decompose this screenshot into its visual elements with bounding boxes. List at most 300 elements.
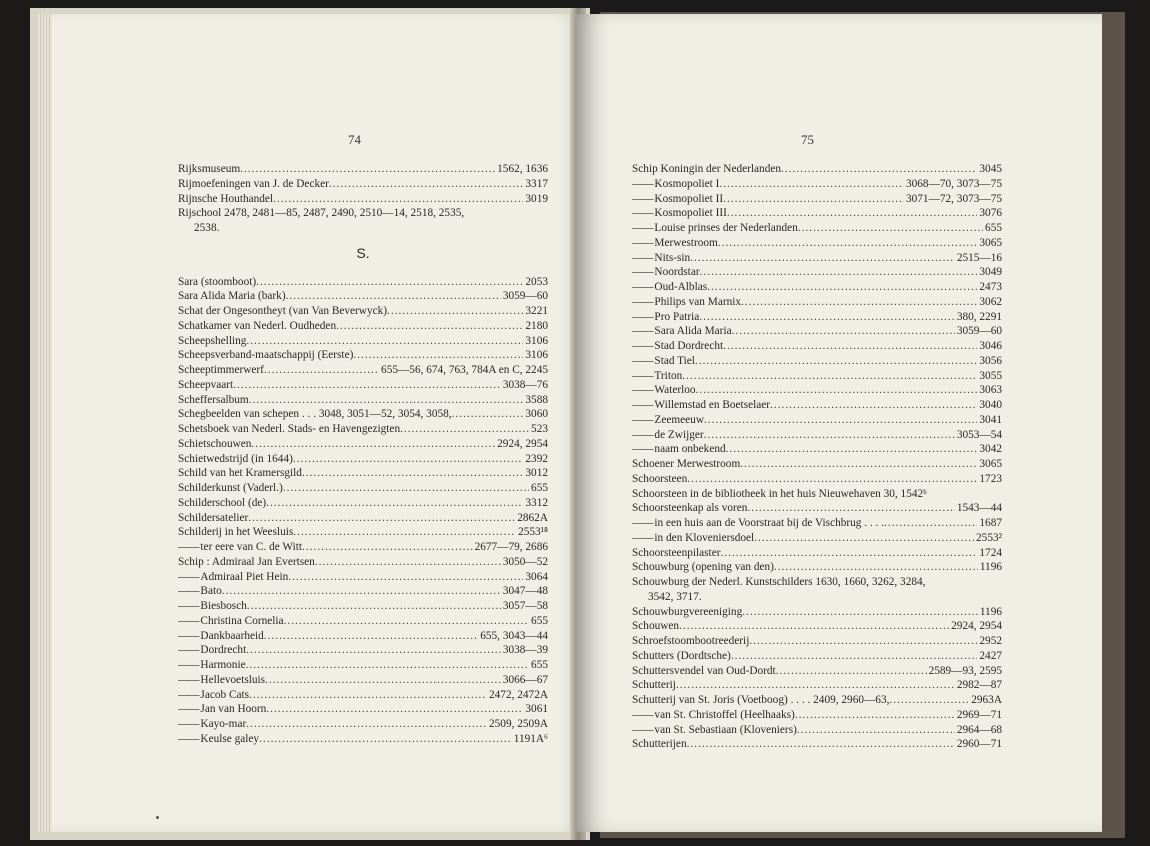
entry-reference: 380, 2291 bbox=[956, 310, 1002, 323]
index-entry bbox=[632, 634, 1002, 649]
entry-label: Schildersatelier bbox=[178, 511, 249, 524]
entry-reference: 3045 bbox=[979, 163, 1002, 175]
entry-label: Schip : Admiraal Jan Evertsen bbox=[178, 555, 315, 568]
entry-reference: 2862A bbox=[517, 511, 548, 524]
index-entry bbox=[178, 599, 548, 614]
index-entry bbox=[632, 339, 1002, 354]
entry-reference: 2509, 2509A bbox=[489, 718, 548, 730]
index-entry bbox=[178, 334, 548, 349]
entry-label: Schutterij bbox=[632, 679, 676, 692]
leader-dots bbox=[233, 378, 501, 393]
index-entry bbox=[178, 304, 548, 319]
entry-reference: 655, 3043—44 bbox=[480, 629, 548, 642]
entry-label: Schuttersvendel van Oud-Dordt bbox=[632, 664, 776, 677]
leader-dots bbox=[774, 560, 978, 575]
entry-reference: 3317 bbox=[525, 177, 548, 190]
entry-label: Schilderkunst (Vaderl.) bbox=[178, 482, 283, 494]
index-entry bbox=[178, 658, 548, 673]
index-entry bbox=[632, 516, 1002, 531]
entry-reference: 3040 bbox=[979, 399, 1002, 411]
entry-label: —— Stad Dordrecht bbox=[632, 339, 723, 354]
entry-reference: 3061 bbox=[525, 703, 548, 716]
index-entry bbox=[178, 511, 548, 526]
leader-dots bbox=[329, 177, 524, 192]
open-book bbox=[30, 8, 1130, 840]
entry-label: Schutterijen bbox=[632, 738, 687, 751]
entry-reference: 655 bbox=[531, 614, 548, 627]
leader-dots bbox=[754, 531, 974, 546]
entry-reference: 2515—16 bbox=[956, 251, 1002, 264]
index-entry bbox=[178, 732, 548, 747]
entry-continuation: 2538. bbox=[194, 222, 220, 234]
index-entry bbox=[178, 614, 548, 629]
speck bbox=[156, 816, 159, 819]
index-entry bbox=[632, 664, 1002, 679]
index-entry bbox=[632, 177, 1002, 192]
entry-label: —— Stad Tiel bbox=[632, 354, 695, 369]
leader-dots bbox=[302, 540, 473, 555]
leader-dots bbox=[273, 192, 523, 207]
entry-label: —— Keulse galey bbox=[178, 732, 259, 747]
page-number: 75 bbox=[801, 132, 814, 147]
leader-dots bbox=[222, 584, 501, 599]
leader-dots bbox=[251, 437, 495, 452]
entry-label: —— Dankbaarheid bbox=[178, 629, 264, 644]
leader-dots bbox=[246, 334, 523, 349]
entry-reference: 523 bbox=[531, 423, 548, 435]
leader-dots bbox=[776, 664, 927, 679]
entry-continuation: 3542, 3717. bbox=[648, 590, 702, 603]
index-entry bbox=[178, 496, 548, 511]
leader-dots bbox=[246, 717, 487, 732]
entry-label: —— Nits-sin bbox=[632, 251, 690, 266]
entry-label: —— naam onbekend bbox=[632, 442, 726, 457]
entry-label: —— Pro Patria bbox=[632, 310, 699, 325]
entry-reference: 3057—58 bbox=[502, 600, 548, 612]
entry-reference: 2963A bbox=[971, 694, 1002, 706]
leader-dots bbox=[452, 407, 524, 422]
entry-reference: 1196 bbox=[979, 605, 1002, 618]
entry-label: Schilderschool (de) bbox=[178, 496, 267, 509]
entry-reference: 3071—72, 3073—75 bbox=[905, 192, 1002, 205]
leader-dots bbox=[699, 310, 955, 325]
index-entry bbox=[178, 378, 548, 393]
entry-reference: 3053—54 bbox=[956, 428, 1002, 441]
entry-reference: 3038—76 bbox=[502, 378, 548, 391]
leader-dots bbox=[400, 422, 529, 437]
index-entry bbox=[178, 452, 548, 467]
leader-dots bbox=[286, 289, 501, 304]
entry-label: —— Willemstad en Boetselaer bbox=[632, 398, 770, 413]
entry-reference: 1191A⁶ bbox=[513, 732, 548, 745]
leader-dots bbox=[353, 348, 523, 363]
entry-reference: 2924, 2954 bbox=[497, 437, 548, 450]
leader-dots bbox=[723, 339, 977, 354]
entry-reference: 3068—70, 3073—75 bbox=[905, 177, 1002, 190]
entry-label: —— Hellevoetsluis bbox=[178, 673, 265, 688]
index-entry bbox=[632, 398, 1002, 413]
entry-reference: 3049 bbox=[979, 266, 1002, 279]
entry-reference: 2982—87 bbox=[956, 679, 1002, 692]
index-entry bbox=[178, 717, 548, 732]
index-entry bbox=[632, 693, 1002, 708]
index-entry bbox=[178, 481, 548, 496]
index-entry bbox=[632, 221, 1002, 236]
entry-reference: 3056 bbox=[979, 354, 1002, 367]
leader-dots bbox=[264, 363, 379, 378]
index-entry bbox=[178, 393, 548, 408]
entry-reference: 3050—52 bbox=[502, 555, 548, 568]
entry-label: Schip Koningin der Nederlanden bbox=[632, 163, 782, 175]
leader-dots bbox=[719, 177, 904, 192]
entry-reference: 3106 bbox=[525, 334, 548, 347]
entry-reference: 655—56, 674, 763, 784A en C, 2245 bbox=[381, 364, 548, 376]
entry-reference: 2553² bbox=[976, 531, 1002, 544]
index-entry bbox=[632, 428, 1002, 443]
entry-label: Rijnsche Houthandel bbox=[178, 192, 274, 205]
index-entry bbox=[632, 369, 1002, 384]
entry-reference: 3055 bbox=[979, 369, 1002, 382]
leader-dots bbox=[742, 605, 978, 620]
entry-reference: 3076 bbox=[979, 207, 1002, 220]
index-entry bbox=[178, 570, 548, 585]
entry-reference: 655 bbox=[531, 659, 548, 671]
entry-label: Schouwen bbox=[632, 620, 680, 633]
entry-label: —— Kosmopoliet II bbox=[632, 192, 723, 207]
leader-dots bbox=[720, 546, 977, 561]
leader-dots bbox=[795, 708, 955, 723]
entry-reference: 3038—39 bbox=[502, 644, 548, 657]
leader-dots bbox=[884, 516, 977, 531]
leader-dots bbox=[259, 732, 512, 747]
entry-reference: 3012 bbox=[525, 467, 548, 480]
entry-reference: 3588 bbox=[525, 393, 548, 406]
leader-dots bbox=[707, 280, 977, 295]
entry-label: Schat der Ongesontheyt (van Van Beverwyck) bbox=[178, 305, 388, 317]
entry-reference: 3064 bbox=[525, 570, 548, 583]
entry-label: Rijksmuseum bbox=[178, 163, 241, 175]
entry-reference: 3059—60 bbox=[502, 290, 548, 303]
index-list-right bbox=[632, 162, 1002, 752]
entry-label: —— Philips van Marnix bbox=[632, 295, 741, 310]
index-entry bbox=[178, 702, 548, 717]
entry-reference: 2473 bbox=[979, 281, 1002, 293]
entry-reference: 3059—60 bbox=[956, 325, 1002, 338]
leader-dots bbox=[704, 428, 955, 443]
index-entry bbox=[632, 442, 1002, 457]
index-entry bbox=[632, 737, 1002, 752]
leader-dots bbox=[798, 221, 983, 236]
index-entry bbox=[178, 437, 548, 452]
index-entry bbox=[632, 723, 1002, 738]
entry-label: —— in den Kloveniersdoel bbox=[632, 531, 754, 546]
entry-label: —— Kayo-mar bbox=[178, 717, 246, 732]
leader-dots bbox=[387, 304, 523, 319]
entry-reference: 3041 bbox=[979, 413, 1002, 426]
leader-dots bbox=[288, 570, 523, 585]
entry-label: —— Merwestroom bbox=[632, 236, 718, 251]
entry-reference: 1687 bbox=[979, 517, 1002, 529]
entry-reference: 2924, 2954 bbox=[951, 620, 1002, 633]
index-entry bbox=[178, 629, 548, 644]
entry-label: —— Bato bbox=[178, 584, 222, 599]
entry-label: Schoorsteen bbox=[632, 472, 688, 485]
entry-label: —— Triton bbox=[632, 369, 682, 384]
index-entry bbox=[632, 251, 1002, 266]
index-entry bbox=[632, 457, 1002, 472]
entry-label: Schegbeelden van schepen . . . 3048, 3051—52, 3054, 3058, bbox=[178, 408, 452, 421]
index-entry bbox=[178, 162, 548, 177]
index-entry bbox=[632, 280, 1002, 295]
entry-label: —— Waterloo bbox=[632, 383, 696, 398]
index-entry bbox=[632, 192, 1002, 207]
entry-reference: 1723 bbox=[979, 472, 1002, 485]
entry-reference: 3106 bbox=[525, 349, 548, 362]
entry-label: —— Jan van Hoorn bbox=[178, 702, 266, 717]
leader-dots bbox=[726, 442, 978, 457]
entry-label: Scheepsverband-maatschappij (Eerste) bbox=[178, 349, 354, 362]
entry-label: Rijmoefeningen van J. de Decker bbox=[178, 177, 329, 190]
leader-dots bbox=[266, 496, 523, 511]
index-entry bbox=[632, 619, 1002, 634]
entry-label: Schouwburg der Nederl. Kunstschilders 1630, 1660, 3262, 3284, bbox=[632, 576, 926, 588]
index-entry bbox=[632, 383, 1002, 398]
leader-dots bbox=[718, 236, 978, 251]
leader-dots bbox=[248, 511, 515, 526]
index-entry bbox=[632, 708, 1002, 723]
entry-reference: 2472, 2472A bbox=[489, 688, 548, 701]
leader-dots bbox=[246, 658, 529, 673]
entry-label: Schoorsteen in de bibliotheek in het huis Nieuwehaven 30, 1542ʰ bbox=[632, 487, 927, 500]
leader-dots bbox=[679, 619, 949, 634]
entry-reference: 3062 bbox=[979, 295, 1002, 308]
entry-reference: 2969—71 bbox=[956, 708, 1002, 721]
right-page bbox=[576, 14, 1102, 832]
index-entry bbox=[632, 575, 1002, 590]
page-edges bbox=[38, 14, 52, 832]
entry-label: —— in een huis aan de Voorstraat bij de Vischbrug . . . . bbox=[632, 516, 884, 531]
index-entry bbox=[632, 560, 1002, 575]
entry-reference: 655 bbox=[985, 222, 1002, 234]
leader-dots bbox=[741, 295, 977, 310]
index-entry bbox=[632, 354, 1002, 369]
leader-dots bbox=[749, 634, 977, 649]
entry-reference: 3066—67 bbox=[502, 673, 548, 686]
entry-label: —— Harmonie bbox=[178, 658, 246, 673]
leader-dots bbox=[249, 688, 487, 703]
index-entry bbox=[178, 275, 548, 290]
entry-label: —— van St. Sebastiaan (Kloveniers) bbox=[632, 723, 797, 738]
leader-dots bbox=[696, 383, 978, 398]
entry-label: Schutters (Dordtsche) bbox=[632, 649, 731, 662]
index-entry bbox=[178, 422, 548, 437]
entry-reference: 3042 bbox=[979, 443, 1002, 456]
index-list-left bbox=[178, 162, 548, 747]
index-entry bbox=[178, 192, 548, 207]
entry-label: Schietwedstrijd (in 1644) bbox=[178, 452, 293, 465]
entry-label: Schietschouwen bbox=[178, 437, 252, 450]
leader-dots bbox=[293, 452, 524, 467]
leader-dots bbox=[315, 555, 501, 570]
index-entry bbox=[178, 466, 548, 481]
index-entry bbox=[632, 531, 1002, 546]
index-entry bbox=[632, 413, 1002, 428]
index-entry bbox=[178, 363, 548, 378]
index-entry bbox=[632, 265, 1002, 280]
entry-reference: 655 bbox=[531, 482, 548, 494]
leader-dots bbox=[731, 649, 978, 664]
leader-dots bbox=[256, 275, 523, 290]
entry-label: Schild van het Kramersgild bbox=[178, 467, 302, 480]
entry-reference: 3063 bbox=[979, 384, 1002, 397]
entry-reference: 1196 bbox=[979, 561, 1002, 574]
index-entry bbox=[632, 324, 1002, 339]
leader-dots bbox=[687, 737, 955, 752]
entry-reference: 3060 bbox=[525, 408, 548, 421]
entry-label: Schoorsteenkap als voren bbox=[632, 502, 748, 515]
leader-dots bbox=[682, 369, 977, 384]
leader-dots bbox=[266, 702, 523, 717]
index-entry bbox=[178, 177, 548, 192]
entry-reference: 2960—71 bbox=[956, 738, 1002, 751]
entry-label: —— Zeemeeuw bbox=[632, 413, 704, 428]
entry-reference: 2427 bbox=[979, 649, 1002, 662]
entry-label: Scheepvaart bbox=[178, 378, 234, 391]
entry-label: —— ter eere van C. de Witt bbox=[178, 540, 302, 555]
entry-label: —— Louise prinses der Nederlanden bbox=[632, 221, 798, 236]
entry-reference: 3312 bbox=[525, 496, 548, 509]
leader-dots bbox=[781, 162, 977, 177]
entry-label: —— Jacob Cats bbox=[178, 688, 249, 703]
left-page bbox=[38, 14, 584, 832]
leader-dots bbox=[293, 525, 516, 540]
entry-label: Rijschool 2478, 2481—85, 2487, 2490, 2510—14, 2518, 2535, bbox=[178, 207, 465, 220]
index-entry bbox=[632, 472, 1002, 487]
index-entry bbox=[178, 688, 548, 703]
entry-label: —— Dordrecht bbox=[178, 643, 246, 658]
entry-reference: 2952 bbox=[979, 635, 1002, 647]
entry-label: Sara (stoomboot) bbox=[178, 275, 257, 288]
index-entry bbox=[178, 673, 548, 688]
index-entry bbox=[632, 310, 1002, 325]
index-entry bbox=[632, 295, 1002, 310]
index-entry bbox=[178, 348, 548, 363]
index-entry bbox=[632, 236, 1002, 251]
entry-reference: 3221 bbox=[525, 305, 548, 317]
entry-label: —— Biesbosch bbox=[178, 599, 247, 614]
entry-reference: 2553¹⁸ bbox=[518, 526, 548, 539]
entry-label: Schatkamer van Nederl. Oudheden bbox=[178, 319, 337, 332]
section-heading: S. bbox=[356, 244, 370, 261]
entry-reference: 3046 bbox=[979, 340, 1002, 352]
leader-dots bbox=[797, 723, 955, 738]
leader-dots bbox=[723, 192, 904, 207]
index-entry bbox=[632, 546, 1002, 561]
leader-dots bbox=[302, 466, 523, 481]
leader-dots bbox=[770, 398, 977, 413]
leader-dots bbox=[700, 265, 978, 280]
index-entry bbox=[178, 584, 548, 599]
leader-dots bbox=[284, 614, 529, 629]
entry-reference: 1543—44 bbox=[956, 502, 1002, 515]
leader-dots bbox=[246, 643, 501, 658]
entry-label: —— Kosmopoliet III bbox=[632, 206, 727, 221]
entry-label: —— de Zwijger bbox=[632, 428, 704, 443]
entry-label: Schetsboek van Nederl. Stads- en Havengezigten bbox=[178, 423, 401, 435]
entry-reference: 2677—79, 2686 bbox=[474, 541, 548, 553]
entry-label: Schoener Merwestroom bbox=[632, 458, 741, 470]
entry-label: —— Christina Cornelia bbox=[178, 614, 284, 629]
index-entry bbox=[632, 162, 1002, 177]
leader-dots bbox=[336, 319, 523, 334]
entry-label: Schoorsteenpilaster bbox=[632, 546, 721, 559]
leader-dots bbox=[690, 251, 955, 266]
leader-dots bbox=[732, 324, 955, 339]
entry-label: —— Sara Alida Maria bbox=[632, 324, 732, 339]
leader-dots bbox=[695, 354, 977, 369]
leader-dots bbox=[240, 162, 495, 177]
index-entry bbox=[178, 643, 548, 658]
entry-reference: 2964—68 bbox=[956, 723, 1002, 736]
entry-reference: 1724 bbox=[979, 546, 1002, 559]
entry-reference: 3065 bbox=[979, 458, 1002, 470]
entry-label: Schroefstoombootreederij bbox=[632, 635, 750, 647]
index-entry bbox=[632, 487, 1002, 502]
entry-reference: 3019 bbox=[525, 192, 548, 205]
leader-dots bbox=[265, 673, 501, 688]
entry-label: —— van St. Christoffel (Heelhaaks) bbox=[632, 708, 795, 723]
entry-label: Scheeptimmerwerf bbox=[178, 364, 264, 376]
index-entry bbox=[632, 206, 1002, 221]
entry-label: —— Admiraal Piet Hein bbox=[178, 570, 288, 585]
entry-label: —— Oud-Alblas bbox=[632, 280, 707, 295]
entry-reference: 1562, 1636 bbox=[497, 163, 548, 175]
entry-label: Scheepshelling bbox=[178, 334, 247, 347]
index-entry bbox=[178, 555, 548, 570]
entry-label: —— Kosmopoliet I bbox=[632, 177, 719, 192]
leader-dots bbox=[687, 472, 977, 487]
leader-dots bbox=[283, 481, 529, 496]
entry-reference: 2180 bbox=[525, 319, 548, 332]
index-entry bbox=[178, 407, 548, 422]
index-entry bbox=[632, 649, 1002, 664]
page-number: 74 bbox=[348, 132, 361, 147]
leader-dots bbox=[247, 599, 501, 614]
leader-dots bbox=[889, 693, 969, 708]
entry-label: Schilderij in het Weesluis bbox=[178, 526, 294, 539]
index-entry bbox=[632, 501, 1002, 516]
entry-label: —— Noordstar bbox=[632, 265, 700, 280]
index-entry bbox=[178, 319, 548, 334]
entry-reference: 2053 bbox=[525, 275, 548, 288]
leader-dots bbox=[249, 393, 524, 408]
leader-dots bbox=[264, 629, 478, 644]
index-entry bbox=[632, 678, 1002, 693]
index-entry bbox=[178, 540, 548, 555]
entry-label: Scheffersalbum bbox=[178, 393, 249, 406]
index-entry bbox=[178, 206, 548, 221]
entry-reference: 3065 bbox=[979, 236, 1002, 249]
index-entry bbox=[632, 605, 1002, 620]
index-entry bbox=[178, 289, 548, 304]
leader-dots bbox=[676, 678, 955, 693]
entry-reference: 2392 bbox=[525, 452, 548, 465]
entry-label: Sara Alida Maria (bark) bbox=[178, 290, 286, 303]
leader-dots bbox=[740, 457, 977, 472]
entry-label: Schouwburgvereeniging bbox=[632, 605, 743, 618]
leader-dots bbox=[704, 413, 977, 428]
leader-dots bbox=[727, 206, 978, 221]
